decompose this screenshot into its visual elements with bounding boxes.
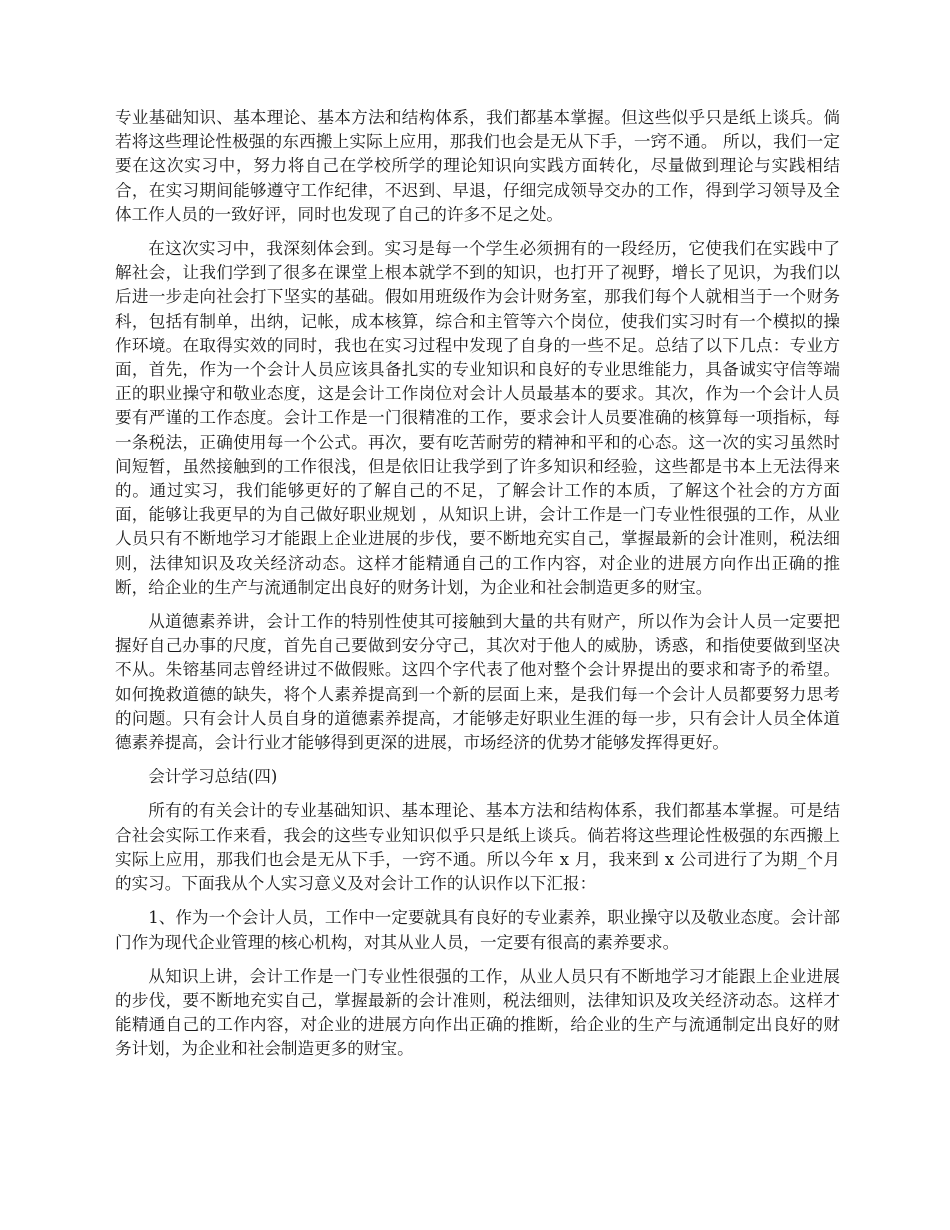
paragraph-6: 1、作为一个会计人员，工作中一定要就具有良好的专业素养，职业操守以及敬业态度。会计部门作为现代企业管理的核心机构，对其从业人员，一定要有很高的素养要求。 (115, 908, 840, 952)
document-body (115, 106, 840, 1072)
paragraph-7: 从知识上讲，会计工作是一门专业性很强的工作，从业人员只有不断地学习才能跟上企业进展的步伐，要不断地充实自己，掌握最新的会计准则，税法细则，法律知识及攻关经济动态。这样才能精通自己的工作内容，对企业的进展方向作出正确的推断，给企业的生产与流通制定出良好的财务计划，为企业和社会制造更多的财宝。 (115, 966, 840, 1059)
paragraph-5: 所有的有关会计的专业基础知识、基本理论、基本方法和结构体系，我们都基本掌握。可是结合社会实际工作来看，我会的这些专业知识似乎只是纸上谈兵。倘若将这些理论性极强的东西搬上实际上应用，那我们也会是无从下手，一窍不通。所以今年 x 月，我来到 x 公司进行了为期_个月的实习。下面我从个人实习意义及对会计工作的认识作以下汇报： (115, 801, 840, 894)
paragraph-2: 在这次实习中，我深刻体会到。实习是每一个学生必须拥有的一段经历，它使我们在实践中了解社会，让我们学到了很多在课堂上根本就学不到的知识，也打开了视野，增长了见识，为我们以后进一步走向社会打下坚实的基础。假如用班级作为会计财务室，那我们每个人就相当于一个财务科，包括有制单，出纳，记帐，成本核算，综合和主管等六个岗位，使我们实习时有一个模拟的操作环境。在取得实效的同时，我也在实习过程中发现了自身的一些不足。总结了以下几点：专业方面，首先，作为一个会计人员应该具备扎实的专业知识和良好的专业思维能力，具备诚实守信等端正的职业操守和敬业态度，这是会计工作岗位对会计人员最基本的要求。其次，作为一个会计人员要有严谨的工作态度。会计工作是一门很精准的工作，要求会计人员要准确的核算每一项指标，每一条税法，正确使用每一个公式。再次，要有吃苦耐劳的精神和平和的心态。这一次的实习虽然时间短暂，虽然接触到的工作很浅，但是依旧让我学到了许多知识和经验，这些都是书本上无法得来的。通过实习，我们能够更好的了解自己的不足，了解会计工作的本质，了解这个社会的方方面面，能够让我更早的为自己做好职业规划 ，从知识上讲，会计工作是一门专业性很强的工作，从业人员只有不断地学习才能跟上企业进展的步伐，要不断地充实自己，掌握最新的会计准则，税法细则，法律知识及攻关经济动态。这样才能精通自己的工作内容，对企业的进展方向作出正确的推断，给企业的生产与流通制定出良好的财务计划，为企业和社会制造更多的财宝。 (115, 239, 840, 597)
section-heading: 会计学习总结(四) (148, 767, 278, 787)
paragraph-3: 从道德素养讲，会计工作的特别性使其可接触到大量的共有财产，所以作为会计人员一定要把握好自己办事的尺度，首先自己要做到安分守己，其次对于他人的威胁，诱惑，和指使要做到坚决不从。朱镕基同志曾经讲过不做假账。这四个字代表了他对整个会计界提出的要求和寄予的希望。如何挽救道德的缺失，将个人素养提高到一个新的层面上来，是我们每一个会计人员都要努力思考的问题。只有会计人员自身的道德素养提高，才能够走好职业生涯的每一步，只有会计人员全体道德素养提高，会计行业才能够得到更深的进展，市场经济的优势才能够发挥得更好。 (115, 612, 840, 753)
paragraph-1: 专业基础知识、基本理论、基本方法和结构体系，我们都基本掌握。但这些似乎只是纸上谈兵。倘若将这些理论性极强的东西搬上实际上应用，那我们也会是无从下手，一窍不通。 所以，我们一定要在这次实习中，努力将自己在学校所学的理论知识向实践方面转化，尽量做到理论与实践相结合，在实习期间能够遵守工作纪律，不迟到、早退，仔细完成领导交办的工作，得到学习领导及全体工作人员的一致好评，同时也发现了自己的许多不足之处。 (115, 108, 840, 224)
